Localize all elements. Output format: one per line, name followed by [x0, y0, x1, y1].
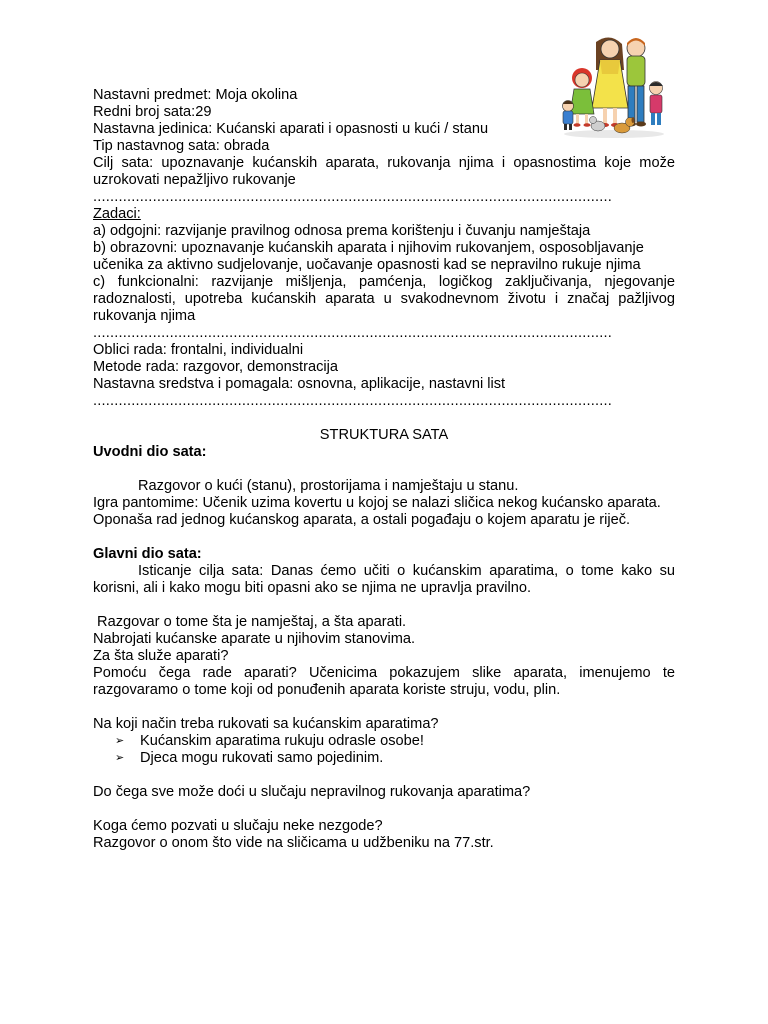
- teaching-unit-line: Nastavna jedinica: Kućanski aparati i opasnosti u kući / stanu: [93, 121, 489, 137]
- structure-title: STRUKTURA SATA: [319, 427, 449, 443]
- tasks-heading: Zadaci:: [93, 206, 141, 222]
- main-paragraph-goal: Isticanje cilja sata: Danas ćemo učiti o kućanskim aparatima, o tome kako su korisni, ali i kako mogu biti opasni ako se njima ne upravlja pravilno.: [93, 563, 675, 596]
- closing-line: Razgovor o onom što vide na sličicama u udžbeniku na 77.str.: [93, 835, 494, 851]
- question-who-to-call: Koga ćemo pozvati u slučaju neke nezgode?: [93, 818, 383, 834]
- lesson-number-line: Redni broj sata:29: [93, 104, 212, 120]
- main-paragraph-power: Pomoću čega rade aparati? Učenicima pokazujem slike aparata, imenujemo te razgovaramo o tome koji od ponuđenih aparata koriste struju, vodu, plin.: [93, 665, 675, 698]
- separator-2: ..........................................................................................................................: [93, 325, 613, 341]
- lesson-type-line: Tip nastavnog sata: obrada: [93, 138, 270, 154]
- list-item-text: Djeca mogu rukovati samo pojedinim.: [140, 750, 384, 766]
- main-paragraph-furniture: Razgovar o tome šta je namještaj, a šta aparati.: [93, 614, 407, 630]
- main-section-heading: Glavni dio sata:: [93, 546, 202, 562]
- document-page: [93, 87, 675, 852]
- intro-paragraph-2: Igra pantomime: Učenik uzima kovertu u kojoj se nalazi sličica nekog kućansko aparata. Oponaša rad jednog kućanskog aparata, a ostali pogađaju o kojem aparatu je riječ.: [93, 495, 661, 528]
- main-paragraph-purpose: Za šta služe aparati?: [93, 648, 229, 664]
- list-item: [93, 750, 675, 767]
- separator-1: ..........................................................................................................................: [93, 189, 613, 205]
- question-consequences: Do čega sve može doći u slučaju nepravilnog rukovanja aparatima?: [93, 784, 531, 800]
- task-a: a) odgojni: razvijanje pravilnog odnosa prema korištenju i čuvanju namještaja: [93, 223, 591, 239]
- main-paragraph-list-appliances: Nabrojati kućanske aparate u njihovim stanovima.: [93, 631, 416, 647]
- teaching-materials-line: Nastavna sredstva i pomagala: osnovna, aplikacije, nastavni list: [93, 376, 506, 392]
- work-forms-line: Oblici rada: frontalni, individualni: [93, 342, 304, 358]
- intro-section-heading: Uvodni dio sata:: [93, 444, 207, 460]
- question-handling: Na koji način treba rukovati sa kućanskim aparatima?: [93, 716, 439, 732]
- list-item: [93, 733, 675, 750]
- handling-rules-list: [93, 733, 675, 767]
- bullet-arrow-icon: ➢: [115, 752, 125, 764]
- list-item-text: Kućanskim aparatima rukuju odrasle osobe!: [140, 733, 424, 749]
- work-methods-line: Metode rada: razgovor, demonstracija: [93, 359, 338, 375]
- intro-paragraph-1: Razgovor o kući (stanu), prostorijama i namještaju u stanu.: [138, 478, 519, 494]
- lesson-goal: Cilj sata: upoznavanje kućanskih aparata, rukovanja njima i opasnostima koje može uzrokovati nepažljivo rukovanje: [93, 155, 675, 188]
- bullet-arrow-icon: ➢: [115, 735, 125, 747]
- subject-line: Nastavni predmet: Moja okolina: [93, 87, 298, 103]
- task-c: c) funkcionalni: razvijanje mišljenja, pamćenja, logičkog zaključivanja, njegovanje radoznalosti, upotreba kućanskih aparata u svakodnevnom životu i značaj pažljivog rukovanja njima: [93, 274, 675, 324]
- separator-3: ..........................................................................................................................: [93, 393, 613, 409]
- task-b: b) obrazovni: upoznavanje kućanskih aparata i njihovim rukovanjem, osposobljavanje učenika za aktivno sudjelovanje, uočavanje opasnosti kad se nepravilno rukuje njima: [93, 240, 644, 273]
